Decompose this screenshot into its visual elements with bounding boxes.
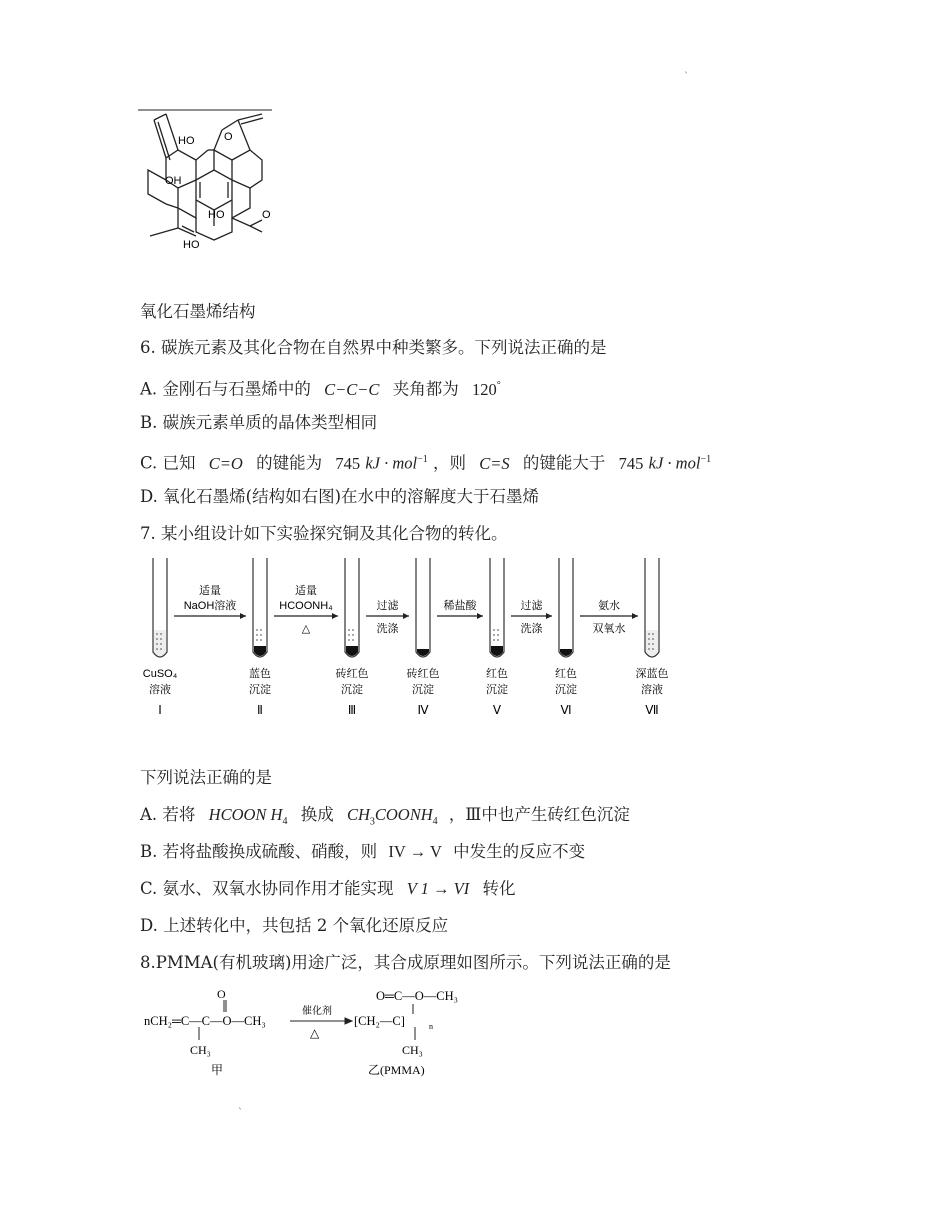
tube-sublabel-2: 沉淀: [249, 684, 271, 696]
experiment-diagram: [140, 556, 680, 726]
q6-option-c: [140, 448, 711, 476]
q7-a-m1-sub: 4: [282, 816, 288, 828]
q6-a-val: 120: [471, 379, 497, 399]
reactant-carbonyl-o: O: [217, 987, 226, 1001]
reactant-label: 甲: [211, 1063, 224, 1077]
tube-sublabel-5: 沉淀: [486, 684, 508, 696]
test-tube-6: [559, 558, 573, 657]
tube-sublabel-6: 沉淀: [555, 684, 577, 696]
q6-c-pre: C. 已知: [140, 453, 196, 473]
arrow-top-reagent-1: NaOH溶液: [183, 600, 237, 612]
tube-label-5: 红色: [486, 668, 508, 680]
q6-c-unit2: kJ · mol: [648, 453, 701, 473]
label-ho-bottom: HO: [208, 209, 225, 221]
q6-c-mid2: ，则: [433, 453, 467, 473]
tube-numeral-3: Ⅲ: [347, 703, 357, 717]
q7-option-d: D. 上述转化中，共包括 2 个氧化还原反应: [140, 916, 449, 935]
tube-numeral-2: Ⅱ: [257, 703, 263, 717]
q6-c-exp2: −1: [700, 454, 712, 465]
arrow-top-label-4: 稀盐酸: [443, 600, 477, 612]
catalyst-label: 催化剂: [302, 1006, 332, 1017]
reactant-methyl: CH₃: [190, 1043, 211, 1057]
tube-sublabel-1: 溶液: [149, 684, 171, 696]
q6-c-unit1: kJ · mol: [365, 453, 418, 473]
q6-c-num1: 745: [335, 453, 361, 473]
reactant-formula: nCH₂═C—C—O—CH₃: [144, 1014, 266, 1028]
arrowhead-2: [332, 613, 338, 619]
q6-c-num2: 745: [618, 453, 644, 473]
q6-a-deg: °: [496, 380, 501, 391]
tube-numeral-4: Ⅳ: [417, 703, 429, 717]
tube-sublabel-3: 沉淀: [341, 684, 363, 696]
graphene-caption: 氧化石墨烯结构: [140, 302, 256, 321]
q6-c-mid3: 的键能大于: [522, 453, 606, 473]
graphene-oxide-structure: [138, 108, 278, 258]
heat-symbol: △: [310, 1026, 320, 1040]
q6-c-bond1: C=O: [208, 453, 243, 473]
q7-c-math: V 1 → VI: [406, 879, 470, 898]
q7-a-m1: HCOON H: [208, 805, 283, 824]
arrowhead-4: [477, 613, 483, 619]
q7-option-c: [140, 877, 516, 901]
test-tube-3: [345, 558, 359, 657]
tube-sublabel-7: 溶液: [641, 684, 663, 696]
q6-a-math: C−C−C: [324, 379, 380, 399]
arrow-top-label-2: 适量: [295, 585, 317, 597]
tube-label-4: 砖红色: [406, 668, 440, 680]
arrow-bottom-label-6: 双氧水: [592, 623, 626, 635]
q7-a-post: ，Ⅲ中也产生砖红色沉淀: [448, 805, 630, 824]
label-o-right: O: [262, 209, 271, 221]
arrow-top-label-3: 过滤: [376, 600, 399, 612]
tube-numeral-1: Ⅰ: [158, 703, 162, 717]
pmma-drawing: [140, 984, 500, 1084]
q7-a-m2-sub2: 4: [432, 816, 438, 828]
q6-c-bond2: C=S: [479, 453, 510, 473]
arrow-top-label-5: 过滤: [520, 600, 543, 612]
arrow-bottom-label-3: 洗涤: [376, 623, 399, 635]
tube-numeral-7: Ⅶ: [645, 703, 659, 717]
q6-c-mid1: 的键能为: [256, 453, 323, 473]
tube-label-2: 蓝色: [249, 668, 271, 680]
q7-prompt: 下列说法正确的是: [140, 768, 272, 787]
arrowhead-3: [403, 613, 409, 619]
q6-stem: 6. 碳族元素及其化合物在自然界中种类繁多。下列说法正确的是: [140, 338, 607, 357]
q7-c-post: 转化: [482, 879, 516, 898]
arrowhead-1: [240, 613, 246, 619]
arrow-bottom-label-2: △: [301, 623, 311, 635]
q6-option-d: D. 氧化石墨烯(结构如右图)在水中的溶解度大于石墨烯: [140, 487, 540, 506]
arrow-top-reagent-2: HCOONH₄: [279, 600, 333, 612]
stray-mark-top: `: [684, 72, 689, 83]
q6-option-a: [140, 374, 501, 402]
q7-c-pre: C. 氨水、双氧水协同作用才能实现: [140, 879, 394, 898]
label-ho-lower: HO: [183, 239, 200, 251]
arrowhead-6: [632, 613, 638, 619]
q8-stem: 8.PMMA(有机玻璃)用途广泛，其合成原理如图所示。下列说法正确的是: [140, 953, 671, 972]
arrow-top-label-1: 适量: [199, 585, 221, 597]
q7-option-a: [140, 803, 630, 834]
tube-label-1: CuSO₄: [142, 668, 178, 680]
tube-sublabel-4: 沉淀: [412, 684, 434, 696]
q7-a-m2b: COONH: [374, 805, 433, 824]
tube-label-3: 砖红色: [335, 668, 369, 680]
tube-label-6: 红色: [555, 668, 577, 680]
tube-numeral-5: Ⅴ: [492, 703, 502, 717]
product-ester-group: O═C—O—CH₃: [376, 989, 458, 1003]
experiment-drawing: [140, 556, 680, 726]
label-oh-left: OH: [165, 175, 182, 187]
test-tube-5: [490, 558, 504, 657]
tube-numeral-6: Ⅵ: [560, 703, 572, 717]
q7-b-pre: B. 若将盐酸换成硫酸、硝酸，则: [140, 842, 378, 861]
q7-b-post: 中发生的反应不变: [453, 842, 586, 861]
arrow-bottom-label-5: 洗涤: [520, 623, 543, 635]
test-tube-4: [416, 558, 430, 657]
arrow-top-label-6: 氨水: [598, 600, 620, 612]
q6-option-b: B. 碳族元素单质的晶体类型相同: [140, 413, 378, 432]
label-o-top: O: [224, 131, 233, 143]
graphene-oxide-drawing: [138, 108, 278, 258]
tube-label-7: 深蓝色: [635, 668, 669, 680]
product-n: n: [429, 1022, 433, 1031]
product-label: 乙(PMMA): [368, 1063, 425, 1077]
label-ho-top: HO: [178, 135, 195, 147]
q7-a-m2-sub1: 3: [369, 816, 375, 828]
product-methyl: CH₃: [402, 1043, 423, 1057]
q6-a-mid: 夹角都为: [392, 379, 459, 399]
q6-c-exp1: −1: [417, 454, 428, 465]
q7-a-pre: A. 若将: [140, 805, 196, 824]
pmma-reaction: [140, 984, 500, 1084]
arrowhead-5: [546, 613, 552, 619]
test-tube-2: [253, 558, 267, 657]
q7-a-mid: 换成: [300, 805, 334, 824]
q7-stem: 7. 某小组设计如下实验探究铜及其化合物的转化。: [140, 524, 508, 543]
stray-mark-bottom: `: [238, 1108, 243, 1119]
q7-option-b: [140, 840, 585, 864]
q7-b-math: IV → V: [388, 842, 442, 861]
q6-a-pre: A. 金刚石与石墨烯中的: [140, 379, 311, 399]
product-chain: [CH₂—C]: [354, 1014, 405, 1028]
q7-a-m2a: CH: [346, 805, 370, 824]
